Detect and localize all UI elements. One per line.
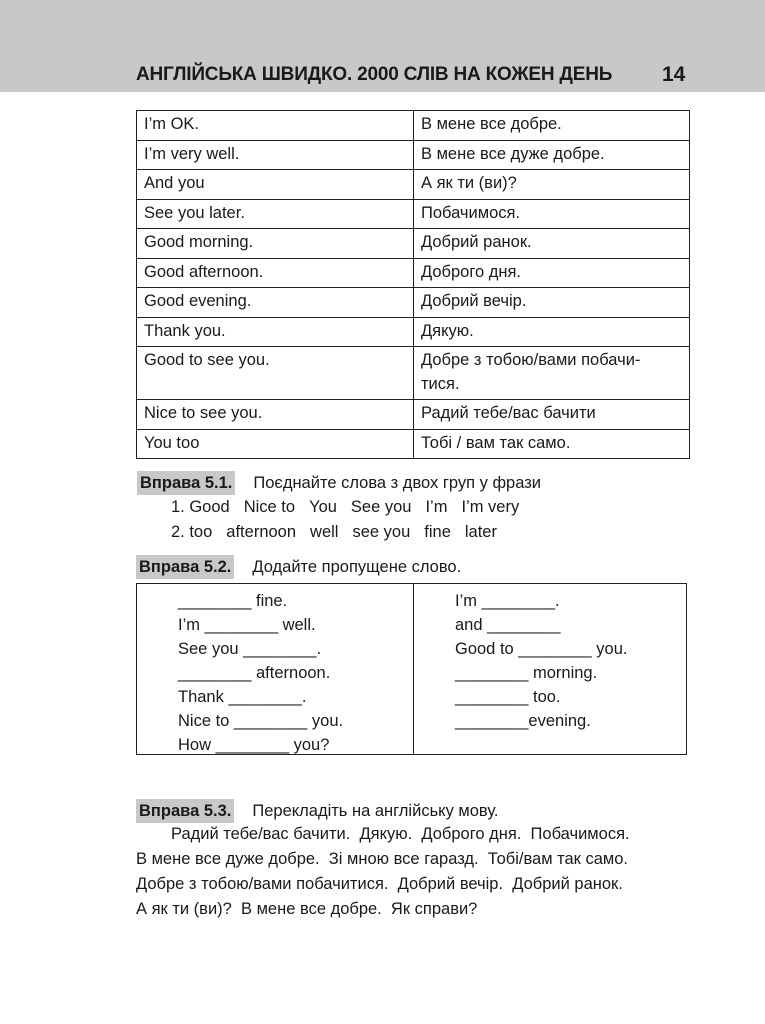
exercise-instruction: Додайте пропущене слово.	[252, 558, 462, 576]
exercise-5-3-header	[136, 799, 499, 823]
word-group-2	[171, 520, 511, 544]
english-phrase-cell: Good afternoon.	[137, 258, 414, 288]
fill-in-item: ________ afternoon.	[178, 664, 331, 682]
table-row	[137, 347, 690, 400]
word-item: well	[310, 523, 339, 541]
word-item: see you	[352, 523, 411, 541]
ukrainian-phrase-cell: Тобі / вам так само.	[414, 429, 690, 459]
exercise-label: Вправа 5.3.	[136, 799, 234, 823]
english-phrase-cell: You too	[137, 429, 414, 459]
ukrainian-phrase-cell: В мене все дуже добре.	[414, 140, 690, 170]
exercise-5-1-header	[137, 471, 541, 495]
english-phrase-cell: Good morning.	[137, 229, 414, 259]
fill-in-item: ________ morning.	[455, 664, 598, 682]
word-item: I’m	[425, 498, 448, 516]
english-phrase-cell: See you later.	[137, 199, 414, 229]
fill-in-item: Thank ________.	[178, 688, 307, 706]
english-phrase-cell: Nice to see you.	[137, 400, 414, 430]
paragraph-line: А як ти (ви)? В мене все добре. Як справи?	[136, 900, 478, 918]
table-row	[137, 111, 690, 141]
vocabulary-table	[136, 110, 690, 459]
ukrainian-phrase-cell: Дякую.	[414, 317, 690, 347]
paragraph-line: В мене все дуже добре. Зі мною все гаразд. Тобі/вам так само.	[136, 850, 629, 868]
word-group-1	[171, 495, 533, 519]
table-row	[137, 140, 690, 170]
ukrainian-phrase-cell: Добрий вечір.	[414, 288, 690, 318]
fill-column-left	[178, 589, 343, 757]
fill-in-item: How ________ you?	[178, 736, 330, 754]
ukrainian-phrase-cell: Радий тебе/вас бачити	[414, 400, 690, 430]
word-item: 2. too	[171, 523, 213, 541]
word-item: later	[464, 523, 497, 541]
table-row	[137, 199, 690, 229]
table-row	[137, 229, 690, 259]
page-number: 14	[662, 63, 686, 86]
fill-in-item: Nice to ________ you.	[178, 712, 344, 730]
english-phrase-cell: And you	[137, 170, 414, 200]
fill-in-item: and ________	[455, 616, 561, 634]
book-title: АНГЛІЙСЬКА ШВИДКО. 2000 СЛІВ НА КОЖЕН ДЕНЬ	[136, 64, 613, 85]
word-item: You	[309, 498, 337, 516]
english-phrase-cell: Good to see you.	[137, 347, 414, 400]
fill-in-item: ________ fine.	[178, 592, 288, 610]
fill-in-item: I’m ________.	[455, 592, 560, 610]
exercise-instruction: Поєднайте слова з двох груп у фрази	[253, 474, 541, 492]
exercise-instruction: Перекладіть на англійську мову.	[252, 802, 499, 820]
translation-paragraph	[136, 822, 696, 922]
word-item: See you	[350, 498, 412, 516]
table-row	[137, 429, 690, 459]
fill-column-right	[455, 589, 627, 733]
fill-in-item: Good to ________ you.	[455, 640, 628, 658]
word-item: I’m very	[461, 498, 520, 516]
english-phrase-cell: Thank you.	[137, 317, 414, 347]
exercise-label: Вправа 5.2.	[136, 555, 234, 579]
fill-in-item: I’m ________ well.	[178, 616, 316, 634]
fill-in-item: ________ too.	[455, 688, 561, 706]
fill-in-item: See you ________.	[178, 640, 322, 658]
table-row	[137, 288, 690, 318]
table-row	[137, 170, 690, 200]
table-row	[137, 258, 690, 288]
ukrainian-phrase-cell: Побачимося.	[414, 199, 690, 229]
word-item: fine	[424, 523, 451, 541]
paragraph-line: Радий тебе/вас бачити. Дякую. Доброго дня. Побачимося.	[171, 825, 630, 843]
fill-in-table	[136, 583, 687, 755]
exercise-5-2-header	[136, 555, 461, 579]
ukrainian-phrase-cell: Доброго дня.	[414, 258, 690, 288]
word-item: 1. Good	[171, 498, 230, 516]
table-row	[137, 400, 690, 430]
page-header	[0, 0, 765, 92]
word-item: afternoon	[226, 523, 297, 541]
exercise-label: Вправа 5.1.	[137, 471, 235, 495]
english-phrase-cell: I’m OK.	[137, 111, 414, 141]
ukrainian-phrase-cell: Добре з тобою/вами побачи- тися.	[414, 347, 690, 400]
paragraph-line: Добре з тобою/вами побачитися. Добрий вечір. Добрий ранок.	[136, 875, 623, 893]
ukrainian-phrase-cell: А як ти (ви)?	[414, 170, 690, 200]
english-phrase-cell: I’m very well.	[137, 140, 414, 170]
english-phrase-cell: Good evening.	[137, 288, 414, 318]
fill-in-item: ________evening.	[455, 712, 591, 730]
word-item: Nice to	[243, 498, 296, 516]
ukrainian-phrase-cell: В мене все добре.	[414, 111, 690, 141]
ukrainian-phrase-cell: Добрий ранок.	[414, 229, 690, 259]
column-divider	[413, 584, 414, 754]
table-row	[137, 317, 690, 347]
